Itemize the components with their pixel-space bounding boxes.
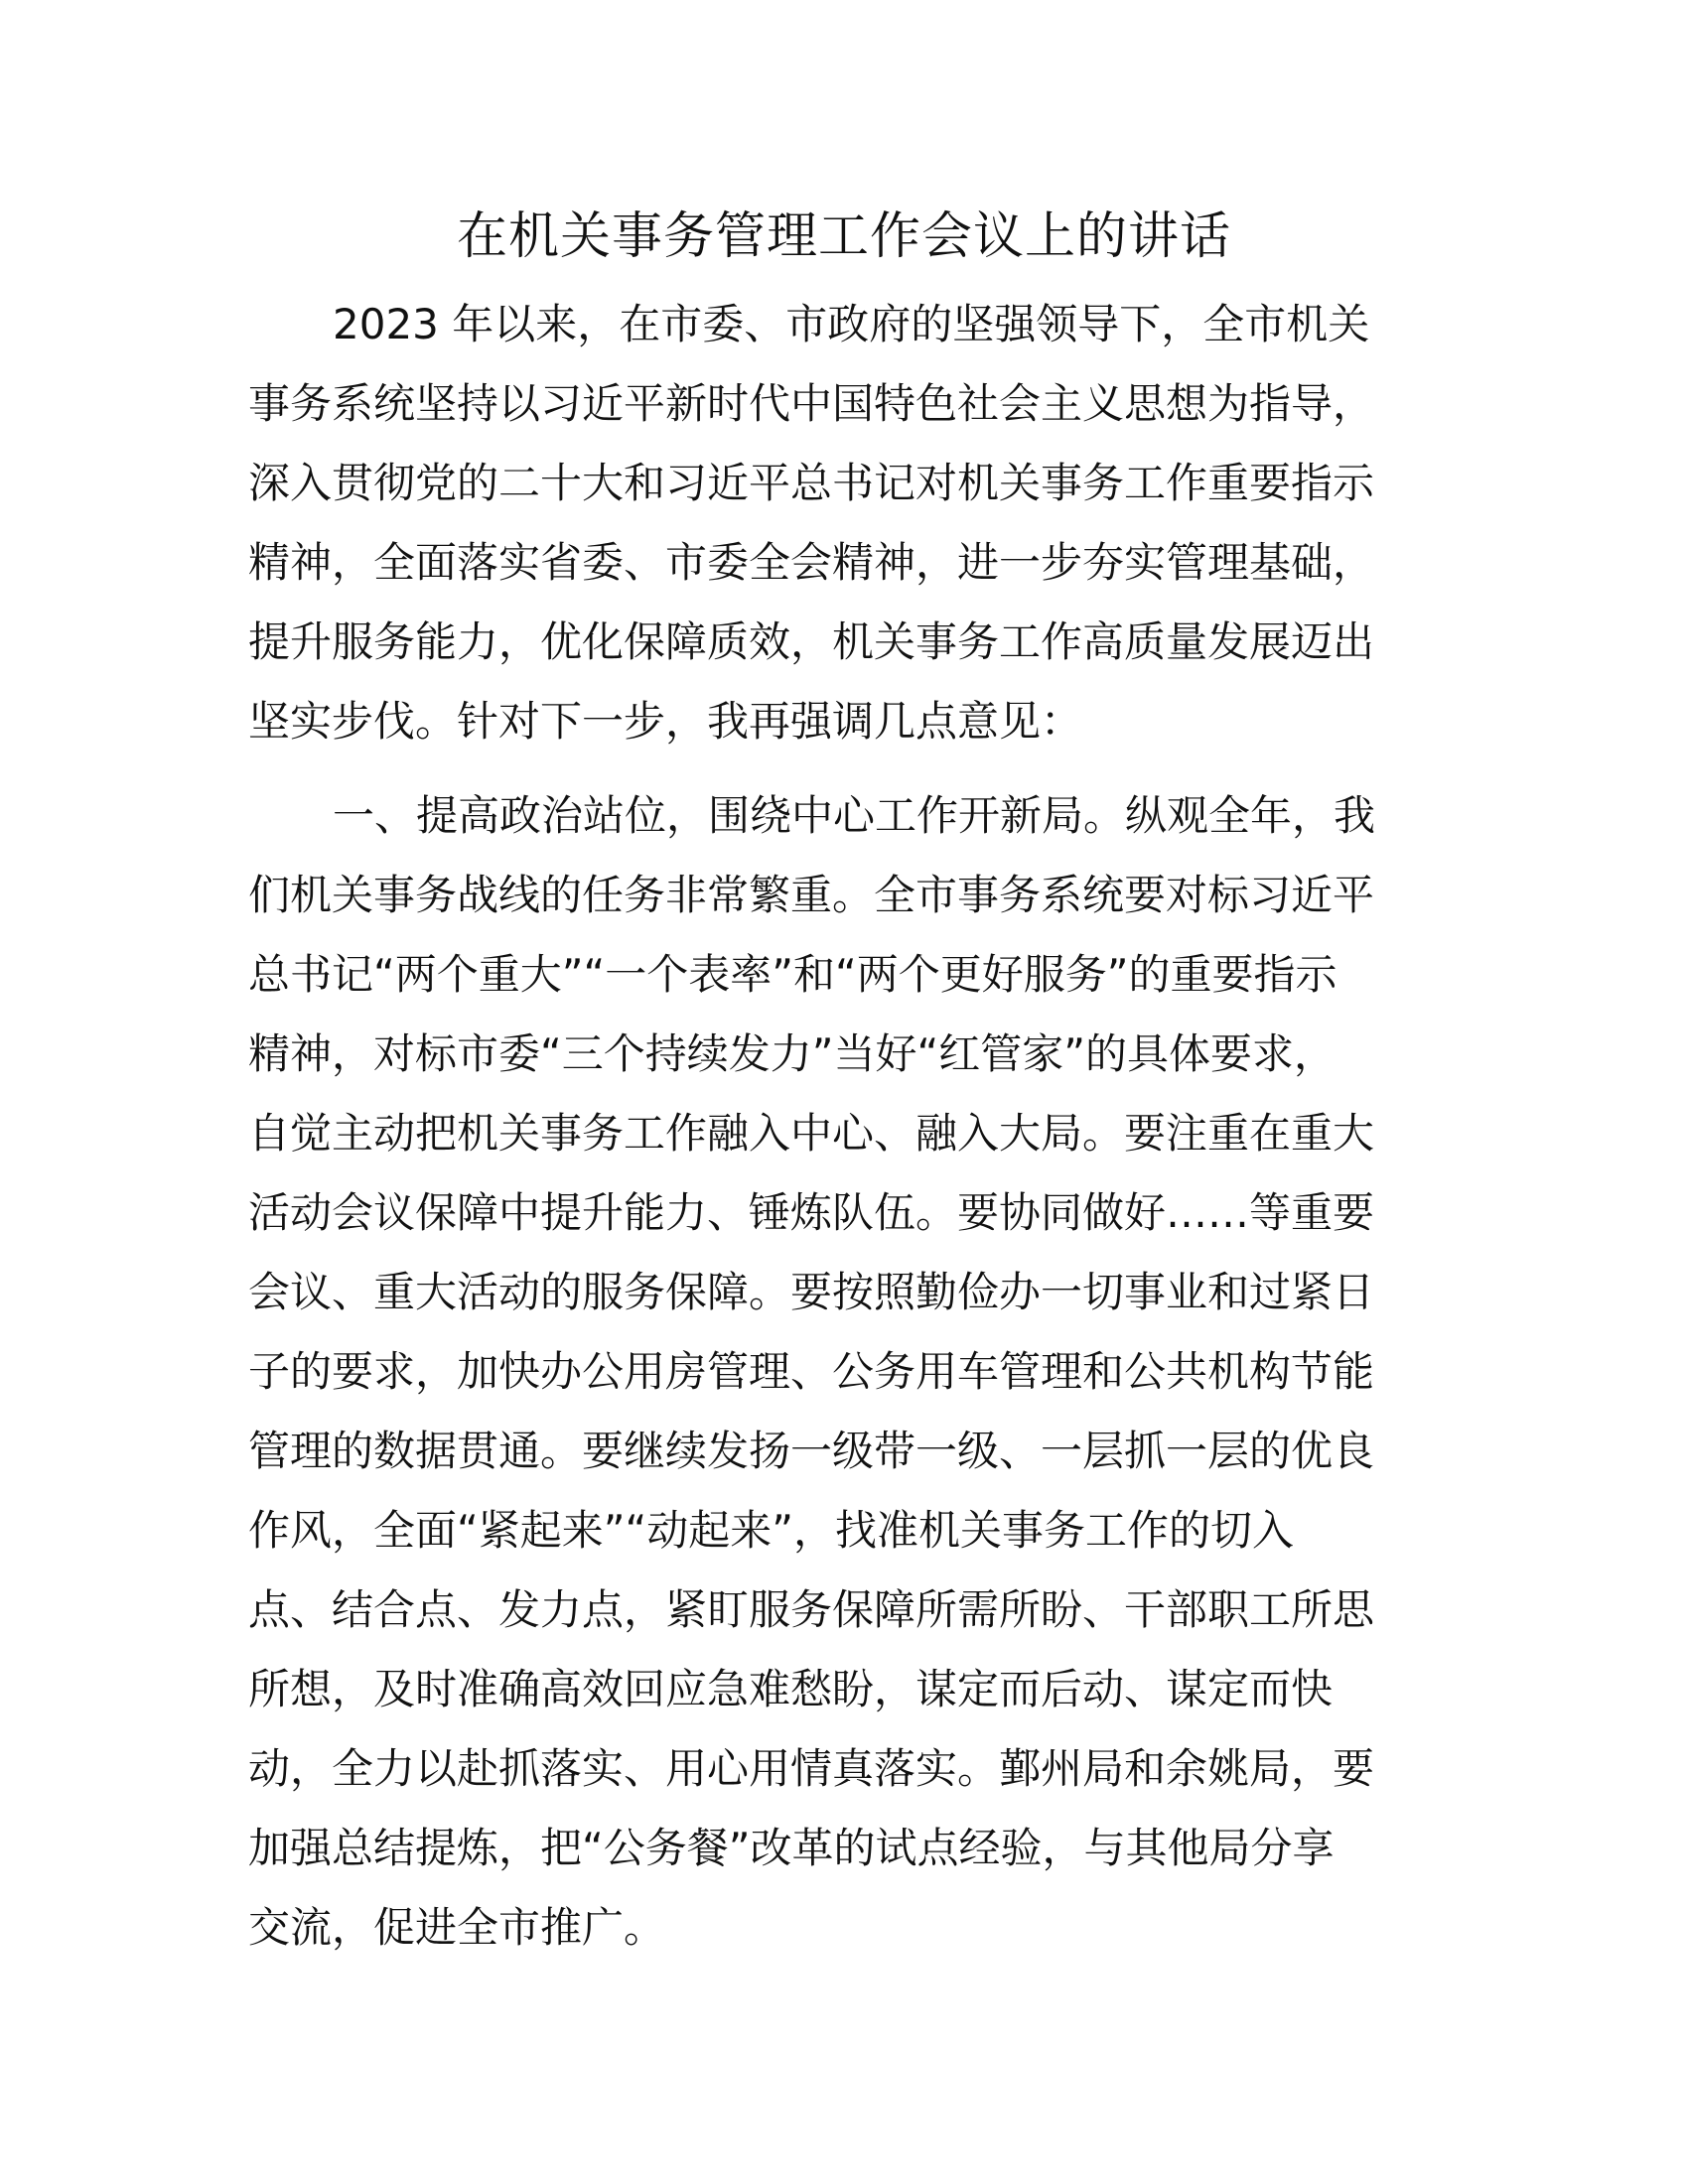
paragraph-2-line-3: 总书记“两个重大”“一个表率”和“两个更好服务”的重要指示 [248,950,1337,999]
paragraph-1-line-3: 深入贯彻党的二十大和习近平总书记对机关事务工作重要指示 [248,459,1375,507]
paragraph-1-line-5: 提升服务能力，优化保障质效，机关事务工作高质量发展迈出 [248,617,1375,666]
paragraph-2-line-11: 点、结合点、发力点，紧盯服务保障所需所盼、干部职工所思 [248,1585,1375,1634]
paragraph-2-line-10: 作风，全面“紧起来”“动起来”，找准机关事务工作的切入 [248,1506,1295,1555]
paragraph-2-line-6: 活动会议保障中提升能力、锤炼队伍。要协同做好……等重要 [248,1188,1375,1237]
paragraph-2-line-12: 所想，及时准确高效回应急难愁盼，谋定而后动、谋定而快 [248,1665,1334,1713]
paragraph-2-line-8: 子的要求，加快办公用房管理、公务用车管理和公共机构节能 [248,1347,1375,1396]
paragraph-2-line-14: 加强总结提炼，把“公务餐”改革的试点经验，与其他局分享 [248,1824,1335,1872]
paragraph-2-line-4: 精神，对标市委“三个持续发力”当好“红管家”的具体要求， [248,1029,1336,1078]
document-title: 在机关事务管理工作会议上的讲话 [456,207,1231,266]
paragraph-2-line-9: 管理的数据贯通。要继续发扬一级带一级、一层抓一层的优良 [248,1427,1375,1475]
paragraph-1-line-4: 精神，全面落实省委、市委全会精神，进一步夯实管理基础， [248,538,1375,587]
paragraph-2-line-1: 一、提高政治站位，围绕中心工作开新局。纵观全年，我 [333,791,1376,840]
paragraph-2-line-2: 们机关事务战线的任务非常繁重。全市事务系统要对标习近平 [248,871,1375,919]
paragraph-1-line-1: 2023 年以来，在市委、市政府的坚强领导下，全市机关 [333,300,1370,348]
paragraph-1-line-2: 事务系统坚持以习近平新时代中国特色社会主义思想为指导， [248,379,1375,428]
paragraph-2-line-15: 交流，促进全市推广。 [248,1903,666,1952]
paragraph-2-line-5: 自觉主动把机关事务工作融入中心、融入大局。要注重在重大 [248,1109,1375,1158]
paragraph-2-line-13: 动，全力以赴抓落实、用心用情真落实。鄞州局和余姚局，要 [248,1744,1375,1793]
paragraph-2-line-7: 会议、重大活动的服务保障。要按照勤俭办一切事业和过紧日 [248,1268,1375,1316]
paragraph-1-line-6: 坚实步伐。针对下一步，我再强调几点意见： [248,697,1083,746]
